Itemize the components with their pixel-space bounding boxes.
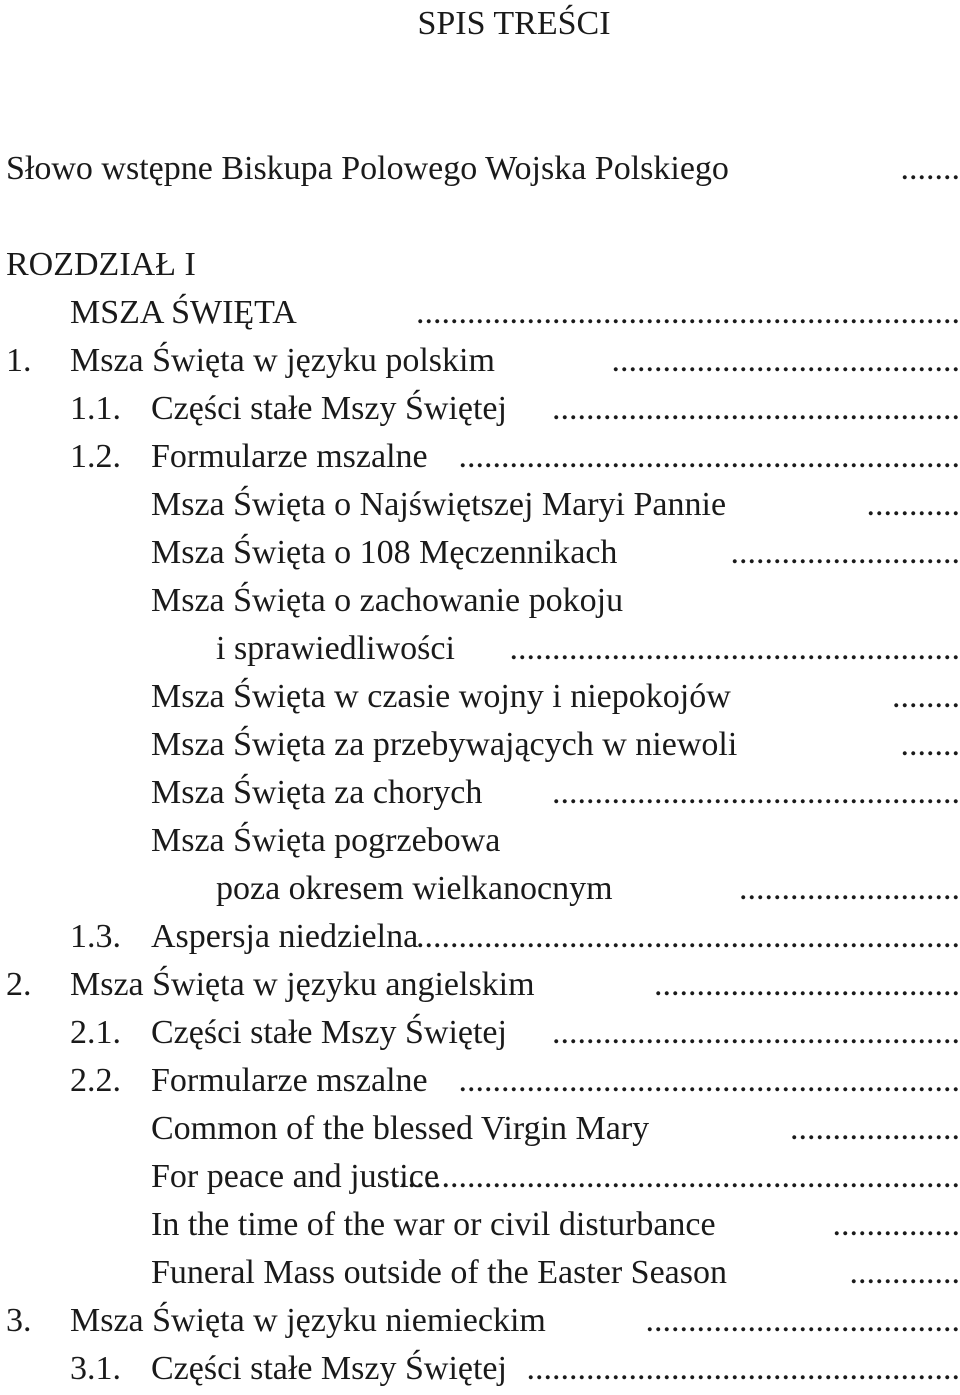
- page-title: SPIS TREŚCI: [417, 5, 611, 42]
- toc-entry: [0, 817, 960, 865]
- toc-entry: [0, 1249, 960, 1297]
- toc-entry: [0, 433, 960, 481]
- toc-entry-title: Msza Święta o 108 Męczennikach: [151, 534, 618, 571]
- toc-entry-number: 3.: [6, 1302, 32, 1339]
- toc-entry: [0, 1345, 960, 1393]
- toc-entry-title: Części stałe Mszy Świętej: [151, 390, 507, 427]
- toc-entry: [0, 865, 960, 913]
- toc-leader-dots: ....................: [790, 1110, 960, 1147]
- toc-entry: [0, 961, 960, 1009]
- toc-leader-dots: .............: [849, 1254, 960, 1291]
- toc-entry: [0, 289, 960, 337]
- toc-leader-dots: ................................................: [552, 390, 960, 427]
- toc-leader-dots: ...........................: [730, 534, 960, 571]
- toc-entry-number: 3.1.: [70, 1350, 121, 1387]
- toc-entry: [0, 913, 960, 961]
- toc-entry: [0, 1201, 960, 1249]
- toc-entry-number: 1.1.: [70, 390, 121, 427]
- toc-entry: [0, 577, 960, 625]
- toc-entry-title: Msza Święta w czasie wojny i niepokojów: [151, 678, 731, 715]
- toc-entry-title: In the time of the war or civil disturbance: [151, 1206, 716, 1243]
- toc-entry-number: 2.1.: [70, 1014, 121, 1051]
- toc-entry-title: Msza Święta pogrzebowa: [151, 822, 501, 859]
- toc-entry-title: Msza Święta za przebywających w niewoli: [151, 726, 738, 763]
- toc-leader-dots: ................................................................: [416, 918, 960, 955]
- toc-entry-title: Części stałe Mszy Świętej: [151, 1014, 507, 1051]
- toc-leader-dots: ...........................................................: [458, 438, 960, 475]
- toc-leader-dots: ........: [892, 678, 960, 715]
- toc-entry-title: Msza Święta w języku niemieckim: [70, 1302, 546, 1339]
- toc-entry-title: Aspersja niedzielna: [151, 918, 419, 955]
- toc-entry-title: Msza Święta o zachowanie pokoju: [151, 582, 624, 619]
- toc-leader-dots: ...................................................: [526, 1350, 960, 1387]
- toc-entry: [0, 529, 960, 577]
- toc-entry: [0, 1105, 960, 1153]
- toc-entry-number: 2.2.: [70, 1062, 121, 1099]
- toc-entry-title: MSZA ŚWIĘTA: [70, 294, 297, 331]
- toc-leader-dots: ....................................: [654, 966, 960, 1003]
- toc-entry: [0, 337, 960, 385]
- toc-leader-dots: ................................................................: [416, 294, 960, 331]
- toc-entry-number: 1.2.: [70, 438, 121, 475]
- toc-entry: [0, 1057, 960, 1105]
- toc-leader-dots: ...........................................................: [458, 1062, 960, 1099]
- toc-entry-number: 2.: [6, 966, 32, 1003]
- toc-entry: [0, 1153, 960, 1201]
- toc-entry-number: 1.3.: [70, 918, 121, 955]
- toc-leader-dots: ................................................: [552, 1014, 960, 1051]
- toc-entry-title: Msza Święta w języku angielskim: [70, 966, 535, 1003]
- toc-leader-dots: ...................................................................: [390, 1158, 960, 1195]
- toc-leader-dots: .....................................................: [509, 630, 960, 667]
- toc-leader-dots: .........................................: [611, 342, 960, 379]
- toc-entry: [0, 481, 960, 529]
- toc-entry-title: Słowo wstępne Biskupa Polowego Wojska Polskiego: [6, 150, 729, 187]
- toc-chapter-heading: [0, 241, 960, 289]
- toc-entry-title: Msza Święta za chorych: [151, 774, 483, 811]
- toc-entry: [0, 625, 960, 673]
- toc-leader-dots: ................................................: [552, 774, 960, 811]
- toc-leader-dots: ..........................: [739, 870, 960, 907]
- toc-entry-title: Formularze mszalne: [151, 438, 428, 475]
- toc-entry-title: For peace and justice: [151, 1158, 439, 1195]
- toc-entry-title: Formularze mszalne: [151, 1062, 428, 1099]
- toc-leader-dots: .....................................: [645, 1302, 960, 1339]
- toc-entry-title: Common of the blessed Virgin Mary: [151, 1110, 650, 1147]
- toc-leader-dots: ...........: [866, 486, 960, 523]
- toc-leader-dots: ...............: [832, 1206, 960, 1243]
- toc-entry-title: poza okresem wielkanocnym: [216, 870, 613, 907]
- toc-entry: [0, 145, 960, 193]
- toc-entry-title: i sprawiedliwości: [216, 630, 455, 667]
- toc-entry: [0, 721, 960, 769]
- toc-entry: [0, 1009, 960, 1057]
- toc-entry-title: Msza Święta o Najświętszej Maryi Pannie: [151, 486, 727, 523]
- toc-leader-dots: .......: [900, 150, 960, 187]
- toc-entry-title: ROZDZIAŁ I: [6, 246, 196, 283]
- toc-entry-title: Msza Święta w języku polskim: [70, 342, 495, 379]
- toc-entry-title: Części stałe Mszy Świętej: [151, 1350, 507, 1387]
- toc-entry-number: 1.: [6, 342, 32, 379]
- toc-entry: [0, 1297, 960, 1345]
- toc-entry-title: Funeral Mass outside of the Easter Season: [151, 1254, 727, 1291]
- toc-entry: [0, 385, 960, 433]
- toc-leader-dots: .......: [900, 726, 960, 763]
- toc-entry: [0, 769, 960, 817]
- toc-entry: [0, 673, 960, 721]
